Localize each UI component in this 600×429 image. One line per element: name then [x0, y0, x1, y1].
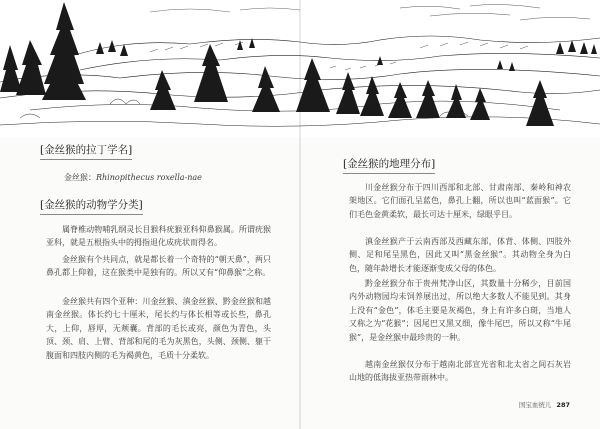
section-title-classification: [金丝猴的动物学分类]: [40, 198, 143, 215]
paragraph-classification-3: 金丝猴共有四个亚种：川金丝猴、滇金丝猴、黔金丝猴和越南金丝猴。体长约七十厘米，尾长约与体长相等或长些，鼻孔大，上仰，唇厚，无颊囊。背部的毛长或亮，颜色为青色，头顶、颈、肩、上臂、背部和尾的毛为灰黑色，头侧、颈侧、躯干腹面和四肢内侧的毛为褐黄色，毛质十分柔软。: [46, 297, 271, 360]
section-title-distribution: [金丝猴的地理分布]: [343, 157, 435, 174]
latin-name-line: [64, 172, 202, 184]
running-title: 国宝血统儿: [518, 401, 552, 409]
section-title-latin-name: [金丝猴的拉丁学名]: [40, 143, 132, 160]
latin-name-label: 金丝猴：: [64, 173, 96, 182]
paragraph-classification-2: 金丝猴有个共同点，就是都长着一个奇特的“朝天鼻”，两只鼻孔都上仰着，这在猴类中是独有的。所以又有“仰鼻猴”之称。: [46, 255, 271, 278]
paragraph-distribution-2: 滇金丝猴产于云南西部及西藏东部，体背、体侧、四肢外侧、足和尾呈黑色，因此又叫“黑金丝猴”。其动物全身为白色，随年龄增长才能逐渐变成父母的体色。: [349, 237, 571, 273]
paragraph-classification-1: 属脊椎动物哺乳纲灵长目猴科疣猴亚科仰鼻猴属。所谓疣猴亚科，就是五根指头中的拇指退化成疣状而得名。: [46, 225, 271, 248]
paragraph-distribution-3: 黔金丝猴分布于贵州梵净山区，其数量十分稀少，目前国内外动物园均未饲养展出过，所以绝大多数人不能见到。其身上没有“金色”，体毛主要是灰褐色，身上有许多白斑，当地人又称之为“花猴”；因尾巴又黑又细，像牛尾巴，所以又称“牛尾猴”，是金丝猴中最珍贵的一种。: [349, 279, 571, 342]
page-footer: [519, 400, 570, 409]
right-page: [301, 138, 600, 429]
left-page: [0, 138, 299, 429]
latin-name-value: Rhinopithecus roxella-nae: [96, 173, 202, 182]
page-number: 287: [556, 401, 570, 409]
paragraph-distribution-4: 越南金丝猴仅分布于越南北部宣光省和北太省之间石灰岩山地的低海拔亚热带雨林中。: [349, 360, 571, 383]
paragraph-distribution-1: 川金丝猴分布于四川西部和北部、甘肃南部、秦岭和神农架地区。它们面孔呈蓝色，鼻孔上翻，所以也叫“蓝面猴”。它们毛色金黄柔软，最长可达十厘米，绿眼乎目。: [349, 183, 571, 219]
